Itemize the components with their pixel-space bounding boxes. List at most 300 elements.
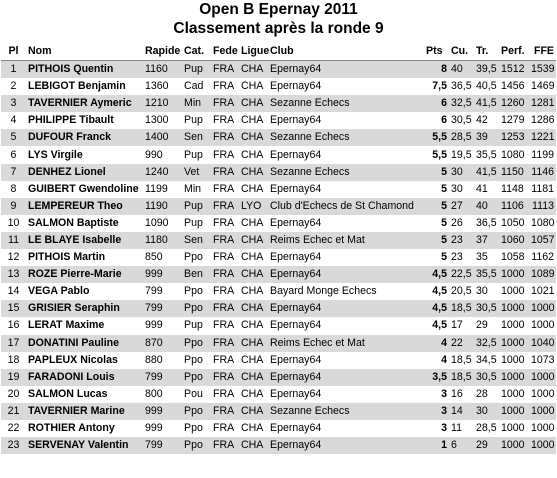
cell-tiebreak: 32,5 bbox=[474, 335, 499, 352]
cell-place: 8 bbox=[10, 182, 17, 195]
table-row bbox=[1, 403, 556, 420]
cell-place: 16 bbox=[7, 319, 20, 332]
cell-place: 13 bbox=[1, 266, 26, 283]
cell-points: 5,5 bbox=[432, 148, 447, 161]
cell-place: 14 bbox=[7, 285, 20, 298]
cell-tiebreak: 29 bbox=[476, 319, 488, 332]
cell-tiebreak: 28,5 bbox=[476, 422, 497, 435]
cell-performance: 1000 bbox=[501, 319, 525, 332]
cell-performance: 1058 bbox=[501, 251, 525, 264]
cell-club: Club d'Echecs de St Chamond bbox=[268, 198, 424, 215]
cell-rapide: 1400 bbox=[143, 129, 182, 146]
cell-ffe-rating: 1021 bbox=[531, 285, 555, 298]
cell-performance: 1512 bbox=[499, 61, 529, 79]
cell-cat: Min bbox=[182, 95, 211, 112]
cell-ffe-rating: 1539 bbox=[529, 61, 556, 79]
cell-fede: FRA bbox=[211, 95, 239, 112]
cell-performance: 1279 bbox=[501, 114, 525, 127]
cell-fede: FRA bbox=[211, 403, 239, 420]
cell-cumulative: 11 bbox=[451, 422, 462, 435]
cell-place: 1 bbox=[1, 61, 26, 79]
cell-club: Epernay64 bbox=[268, 300, 424, 317]
cell-ligue: CHA bbox=[241, 182, 264, 195]
cell-club: Epernay64 bbox=[270, 216, 322, 229]
cell-points: 5 bbox=[424, 164, 449, 181]
cell-ligue: CHA bbox=[241, 285, 264, 298]
cell-cumulative: 18,5 bbox=[449, 369, 474, 386]
table-row bbox=[1, 317, 556, 334]
cell-rapide: 999 bbox=[143, 403, 182, 420]
cell-cat: Pup bbox=[182, 198, 211, 215]
cell-fede: FRA bbox=[211, 198, 239, 215]
col-header-tr: Tr. bbox=[474, 41, 499, 61]
cell-ligue: CHA bbox=[239, 266, 268, 283]
cell-name: ROZE Pierre-Marie bbox=[26, 266, 143, 283]
cell-ffe-rating: 1469 bbox=[531, 80, 555, 93]
cell-cat: Ppo bbox=[184, 422, 203, 435]
cell-name: SERVENAY Valentin bbox=[26, 437, 143, 454]
cell-rapide: 799 bbox=[145, 285, 163, 298]
cell-ligue: CHA bbox=[241, 114, 264, 127]
cell-cumulative: 18,5 bbox=[449, 300, 474, 317]
cell-fede: FRA bbox=[213, 114, 235, 127]
cell-tiebreak: 41,5 bbox=[474, 164, 499, 181]
table-row bbox=[1, 164, 556, 181]
cell-club: Sezanne Echecs bbox=[268, 129, 424, 146]
cell-performance: 1000 bbox=[499, 266, 529, 283]
cell-rapide: 1210 bbox=[143, 95, 182, 112]
cell-place: 10 bbox=[7, 216, 20, 229]
cell-club: Bayard Monge Echecs bbox=[270, 285, 377, 298]
table-row bbox=[1, 249, 556, 266]
col-header-fede: Fede bbox=[211, 41, 239, 61]
cell-points: 3 bbox=[441, 422, 447, 435]
cell-name: LERAT Maxime bbox=[28, 319, 105, 332]
cell-performance: 1106 bbox=[499, 198, 529, 215]
cell-ffe-rating: 1162 bbox=[531, 251, 554, 264]
cell-name: DONATINI Pauline bbox=[26, 335, 143, 352]
cell-points: 7,5 bbox=[432, 80, 447, 93]
cell-points: 5 bbox=[441, 182, 447, 195]
cell-ffe-rating: 1080 bbox=[531, 216, 555, 229]
cell-points: 3 bbox=[441, 387, 447, 400]
cell-cat: Pup bbox=[184, 216, 203, 229]
cell-ffe-rating: 1040 bbox=[529, 335, 556, 352]
cell-fede: FRA bbox=[213, 182, 235, 195]
cell-place: 2 bbox=[10, 80, 17, 93]
cell-performance: 1000 bbox=[499, 403, 529, 420]
cell-performance: 1456 bbox=[501, 80, 525, 93]
cell-name: PITHOIS Martin bbox=[28, 251, 106, 264]
cell-place: 22 bbox=[7, 422, 20, 435]
cell-performance: 1000 bbox=[499, 300, 529, 317]
cell-cat: Vet bbox=[182, 164, 211, 181]
cell-name: GUIBERT Gwendoline bbox=[28, 182, 139, 195]
cell-ffe-rating: 1000 bbox=[529, 437, 556, 454]
cell-tiebreak: 28 bbox=[476, 387, 488, 400]
cell-tiebreak: 30 bbox=[474, 403, 499, 420]
cell-name: PHILIPPE Tibault bbox=[28, 114, 114, 127]
cell-points: 5 bbox=[424, 232, 449, 249]
table-row bbox=[1, 352, 556, 369]
cell-place: 7 bbox=[1, 164, 26, 181]
cell-performance: 1000 bbox=[501, 387, 525, 400]
cell-place: 19 bbox=[1, 369, 26, 386]
table-row bbox=[1, 146, 556, 163]
cell-rapide: 1300 bbox=[145, 114, 169, 127]
cell-cumulative: 6 bbox=[449, 437, 474, 454]
cell-cat: Min bbox=[184, 182, 202, 195]
cell-ligue: CHA bbox=[239, 61, 268, 79]
cell-name: GRISIER Seraphin bbox=[26, 300, 143, 317]
table-row bbox=[1, 232, 556, 249]
cell-cat: Ben bbox=[182, 266, 211, 283]
cell-ffe-rating: 1181 bbox=[531, 182, 554, 195]
table-row bbox=[1, 129, 556, 146]
cell-points: 1 bbox=[424, 437, 449, 454]
cell-points: 5 bbox=[441, 251, 447, 264]
cell-cumulative: 26 bbox=[451, 216, 463, 229]
cell-place: 20 bbox=[7, 387, 20, 400]
cell-fede: FRA bbox=[213, 80, 235, 93]
cell-club: Sezanne Echecs bbox=[268, 403, 424, 420]
cell-ffe-rating: 1286 bbox=[531, 114, 555, 127]
cell-club: Epernay64 bbox=[270, 353, 322, 366]
cell-place: 5 bbox=[1, 129, 26, 146]
cell-club: Epernay64 bbox=[270, 387, 322, 400]
cell-ligue: CHA bbox=[239, 164, 268, 181]
cell-performance: 1080 bbox=[501, 148, 525, 161]
col-header-ffe: FFE bbox=[529, 41, 556, 61]
cell-tiebreak: 40 bbox=[474, 198, 499, 215]
cell-cat: Sen bbox=[182, 232, 211, 249]
cell-rapide: 870 bbox=[143, 335, 182, 352]
cell-ffe-rating: 1113 bbox=[529, 198, 556, 215]
cell-performance: 1000 bbox=[499, 437, 529, 454]
cell-cat: Ppo bbox=[182, 369, 211, 386]
cell-fede: FRA bbox=[213, 285, 235, 298]
cell-fede: FRA bbox=[211, 266, 239, 283]
cell-place: 3 bbox=[1, 95, 26, 112]
cell-ffe-rating: 1000 bbox=[529, 300, 556, 317]
cell-name: LEBIGOT Benjamin bbox=[28, 80, 126, 93]
cell-ligue: CHA bbox=[239, 403, 268, 420]
cell-place: 12 bbox=[7, 251, 20, 264]
cell-ffe-rating: 1281 bbox=[529, 95, 556, 112]
cell-fede: FRA bbox=[213, 148, 235, 161]
cell-fede: FRA bbox=[211, 335, 239, 352]
cell-ligue: CHA bbox=[241, 319, 264, 332]
cell-place: 23 bbox=[1, 437, 26, 454]
cell-cumulative: 23 bbox=[449, 232, 474, 249]
cell-rapide: 990 bbox=[145, 148, 163, 161]
cell-points: 5 bbox=[424, 198, 449, 215]
cell-fede: FRA bbox=[213, 387, 235, 400]
cell-performance: 1000 bbox=[501, 285, 525, 298]
cell-cat: Pou bbox=[184, 387, 203, 400]
cell-name: FARADONI Louis bbox=[26, 369, 143, 386]
table-row bbox=[1, 112, 556, 129]
cell-rapide: 1180 bbox=[143, 232, 182, 249]
cell-performance: 1000 bbox=[501, 422, 525, 435]
col-header-nom: Nom bbox=[26, 41, 143, 61]
cell-ffe-rating: 1057 bbox=[529, 232, 556, 249]
cell-points: 6 bbox=[424, 95, 449, 112]
cell-performance: 1260 bbox=[499, 95, 529, 112]
page-subtitle: Classement après la ronde 9 bbox=[173, 20, 384, 37]
cell-club: Epernay64 bbox=[270, 148, 322, 161]
cell-tiebreak: 30 bbox=[476, 285, 488, 298]
cell-rapide: 1090 bbox=[145, 216, 169, 229]
cell-tiebreak: 30,5 bbox=[474, 369, 499, 386]
cell-points: 4 bbox=[441, 353, 447, 366]
cell-cat: Ppo bbox=[182, 300, 211, 317]
cell-ffe-rating: 1000 bbox=[529, 369, 556, 386]
table-row bbox=[1, 420, 556, 437]
table-row bbox=[1, 283, 556, 300]
cell-performance: 1000 bbox=[499, 335, 529, 352]
cell-fede: FRA bbox=[213, 251, 235, 264]
cell-cumulative: 32,5 bbox=[449, 95, 474, 112]
cell-cumulative: 30 bbox=[451, 182, 463, 195]
cell-ligue: CHA bbox=[241, 251, 264, 264]
cell-name: TAVERNIER Aymeric bbox=[26, 95, 143, 112]
cell-points: 4 bbox=[424, 335, 449, 352]
cell-ffe-rating: 1199 bbox=[531, 148, 554, 161]
cell-place: 4 bbox=[10, 114, 17, 127]
cell-club: Sezanne Echecs bbox=[268, 95, 424, 112]
cell-cumulative: 22 bbox=[449, 335, 474, 352]
table-row bbox=[1, 198, 556, 215]
cell-name: LE BLAYE Isabelle bbox=[26, 232, 143, 249]
cell-cumulative: 30,5 bbox=[451, 114, 472, 127]
cell-fede: FRA bbox=[211, 232, 239, 249]
cell-tiebreak: 42 bbox=[476, 114, 488, 127]
cell-name: LEMPEREUR Theo bbox=[26, 198, 143, 215]
cell-tiebreak: 39,5 bbox=[474, 61, 499, 79]
cell-place: 21 bbox=[1, 403, 26, 420]
cell-tiebreak: 39 bbox=[474, 129, 499, 146]
cell-performance: 1150 bbox=[499, 164, 529, 181]
cell-club: Epernay64 bbox=[270, 422, 322, 435]
cell-name: PAPLEUX Nicolas bbox=[28, 353, 118, 366]
col-header-pts: Pts bbox=[424, 41, 449, 61]
cell-cumulative: 18,5 bbox=[451, 353, 472, 366]
page-title: Open B Epernay 2011 bbox=[199, 1, 358, 18]
standings-table bbox=[1, 41, 556, 454]
cell-cat: Pup bbox=[182, 61, 211, 79]
cell-fede: FRA bbox=[211, 129, 239, 146]
cell-rapide: 799 bbox=[143, 300, 182, 317]
cell-club: Epernay64 bbox=[268, 61, 424, 79]
cell-cumulative: 19,5 bbox=[451, 148, 472, 161]
table-row bbox=[1, 95, 556, 112]
cell-cumulative: 14 bbox=[449, 403, 474, 420]
cell-cat: Ppo bbox=[182, 437, 211, 454]
cell-cat: Cad bbox=[184, 80, 204, 93]
cell-ligue: CHA bbox=[239, 335, 268, 352]
cell-rapide: 1199 bbox=[145, 182, 168, 195]
cell-club: Epernay64 bbox=[270, 319, 322, 332]
table-row bbox=[1, 300, 556, 317]
table-row bbox=[1, 215, 556, 232]
cell-rapide: 850 bbox=[145, 251, 163, 264]
cell-cumulative: 30 bbox=[449, 164, 474, 181]
cell-ligue: CHA bbox=[241, 422, 264, 435]
cell-club: Epernay64 bbox=[268, 437, 424, 454]
cell-fede: FRA bbox=[213, 216, 235, 229]
cell-cumulative: 40 bbox=[449, 61, 474, 79]
cell-ligue: LYO bbox=[239, 198, 268, 215]
cell-club: Epernay64 bbox=[270, 251, 322, 264]
cell-tiebreak: 35 bbox=[476, 251, 488, 264]
cell-tiebreak: 34,5 bbox=[476, 353, 497, 366]
cell-fede: FRA bbox=[211, 164, 239, 181]
table-header-row bbox=[1, 41, 556, 61]
table-row bbox=[1, 437, 556, 454]
cell-name: LYS Virgile bbox=[28, 148, 83, 161]
cell-rapide: 799 bbox=[143, 369, 182, 386]
cell-ligue: CHA bbox=[239, 369, 268, 386]
cell-points: 5,5 bbox=[424, 129, 449, 146]
cell-ffe-rating: 1000 bbox=[531, 387, 555, 400]
col-header-ligue: Ligue bbox=[239, 41, 268, 61]
table-row bbox=[1, 335, 556, 352]
cell-ffe-rating: 1146 bbox=[529, 164, 556, 181]
cell-fede: FRA bbox=[213, 319, 235, 332]
cell-club: Epernay64 bbox=[270, 80, 322, 93]
cell-points: 3,5 bbox=[424, 369, 449, 386]
col-header-club: Club bbox=[268, 41, 424, 61]
table-row bbox=[1, 266, 556, 283]
cell-ligue: CHA bbox=[241, 216, 264, 229]
cell-tiebreak: 35,5 bbox=[476, 148, 497, 161]
cell-ligue: CHA bbox=[239, 95, 268, 112]
cell-cumulative: 17 bbox=[451, 319, 463, 332]
cell-rapide: 800 bbox=[145, 387, 163, 400]
cell-points: 3 bbox=[424, 403, 449, 420]
cell-cumulative: 28,5 bbox=[449, 129, 474, 146]
cell-name: SALMON Baptiste bbox=[28, 216, 119, 229]
cell-rapide: 1160 bbox=[143, 61, 182, 79]
cell-cumulative: 36,5 bbox=[451, 80, 472, 93]
cell-club: Reims Echec et Mat bbox=[268, 232, 424, 249]
cell-ffe-rating: 1221 bbox=[529, 129, 556, 146]
cell-ligue: CHA bbox=[239, 232, 268, 249]
cell-cumulative: 27 bbox=[449, 198, 474, 215]
cell-place: 17 bbox=[1, 335, 26, 352]
cell-name: DUFOUR Franck bbox=[26, 129, 143, 146]
cell-points: 5 bbox=[441, 216, 447, 229]
cell-place: 15 bbox=[1, 300, 26, 317]
cell-points: 4,5 bbox=[424, 300, 449, 317]
table-row bbox=[1, 386, 556, 403]
cell-ligue: CHA bbox=[241, 353, 264, 366]
cell-name: ROTHIER Antony bbox=[28, 422, 115, 435]
col-header-rapide: Rapide bbox=[143, 41, 182, 61]
cell-performance: 1000 bbox=[499, 369, 529, 386]
cell-cat: Ppo bbox=[184, 353, 203, 366]
cell-points: 8 bbox=[424, 61, 449, 79]
col-header-cu: Cu. bbox=[449, 41, 474, 61]
cell-rapide: 999 bbox=[145, 422, 163, 435]
cell-club: Epernay64 bbox=[270, 182, 322, 195]
cell-name: TAVERNIER Marine bbox=[26, 403, 143, 420]
cell-tiebreak: 37 bbox=[474, 232, 499, 249]
cell-cat: Pup bbox=[184, 148, 203, 161]
cell-cat: Ppo bbox=[184, 251, 203, 264]
cell-name: PITHOIS Quentin bbox=[26, 61, 143, 79]
cell-place: 11 bbox=[1, 232, 26, 249]
cell-rapide: 999 bbox=[143, 266, 182, 283]
table-row bbox=[1, 181, 556, 198]
cell-tiebreak: 36,5 bbox=[476, 216, 497, 229]
cell-name: VEGA Pablo bbox=[28, 285, 90, 298]
cell-place: 9 bbox=[1, 198, 26, 215]
cell-cumulative: 23 bbox=[451, 251, 463, 264]
cell-cat: Pup bbox=[184, 114, 203, 127]
cell-rapide: 999 bbox=[145, 319, 163, 332]
table-row bbox=[1, 369, 556, 386]
cell-performance: 1148 bbox=[501, 182, 524, 195]
cell-ffe-rating: 1000 bbox=[531, 422, 555, 435]
cell-points: 4,5 bbox=[432, 319, 447, 332]
cell-cat: Pup bbox=[184, 319, 203, 332]
cell-cat: Ppo bbox=[184, 285, 203, 298]
cell-ffe-rating: 1000 bbox=[529, 403, 556, 420]
cell-fede: FRA bbox=[213, 422, 235, 435]
cell-fede: FRA bbox=[211, 61, 239, 79]
col-header-cat: Cat. bbox=[182, 41, 211, 61]
cell-place: 18 bbox=[7, 353, 20, 366]
table-row bbox=[1, 61, 556, 79]
cell-performance: 1253 bbox=[499, 129, 529, 146]
cell-ligue: CHA bbox=[241, 148, 264, 161]
cell-cumulative: 16 bbox=[451, 387, 463, 400]
cell-points: 4,5 bbox=[424, 266, 449, 283]
cell-cumulative: 20,5 bbox=[451, 285, 472, 298]
cell-fede: FRA bbox=[211, 437, 239, 454]
cell-ligue: CHA bbox=[239, 129, 268, 146]
cell-ligue: CHA bbox=[241, 80, 264, 93]
cell-ffe-rating: 1073 bbox=[531, 353, 555, 366]
cell-place: 6 bbox=[10, 148, 17, 161]
cell-tiebreak: 41 bbox=[476, 182, 488, 195]
cell-club: Reims Echec et Mat bbox=[268, 335, 424, 352]
cell-fede: FRA bbox=[211, 369, 239, 386]
cell-tiebreak: 35,5 bbox=[474, 266, 499, 283]
cell-rapide: 1360 bbox=[145, 80, 169, 93]
cell-fede: FRA bbox=[211, 300, 239, 317]
cell-fede: FRA bbox=[213, 353, 235, 366]
cell-ligue: CHA bbox=[239, 300, 268, 317]
cell-ligue: CHA bbox=[241, 387, 264, 400]
cell-tiebreak: 40,5 bbox=[476, 80, 497, 93]
cell-club: Epernay64 bbox=[268, 369, 424, 386]
cell-cumulative: 22,5 bbox=[449, 266, 474, 283]
cell-ffe-rating: 1089 bbox=[529, 266, 556, 283]
cell-cat: Sen bbox=[182, 129, 211, 146]
cell-ffe-rating: 1000 bbox=[531, 319, 555, 332]
cell-club: Sezanne Echecs bbox=[268, 164, 424, 181]
cell-tiebreak: 29 bbox=[474, 437, 499, 454]
cell-performance: 1050 bbox=[501, 216, 525, 229]
cell-rapide: 1190 bbox=[143, 198, 182, 215]
cell-name: DENHEZ Lionel bbox=[26, 164, 143, 181]
cell-club: Epernay64 bbox=[270, 114, 322, 127]
cell-ligue: CHA bbox=[239, 437, 268, 454]
cell-performance: 1060 bbox=[499, 232, 529, 249]
